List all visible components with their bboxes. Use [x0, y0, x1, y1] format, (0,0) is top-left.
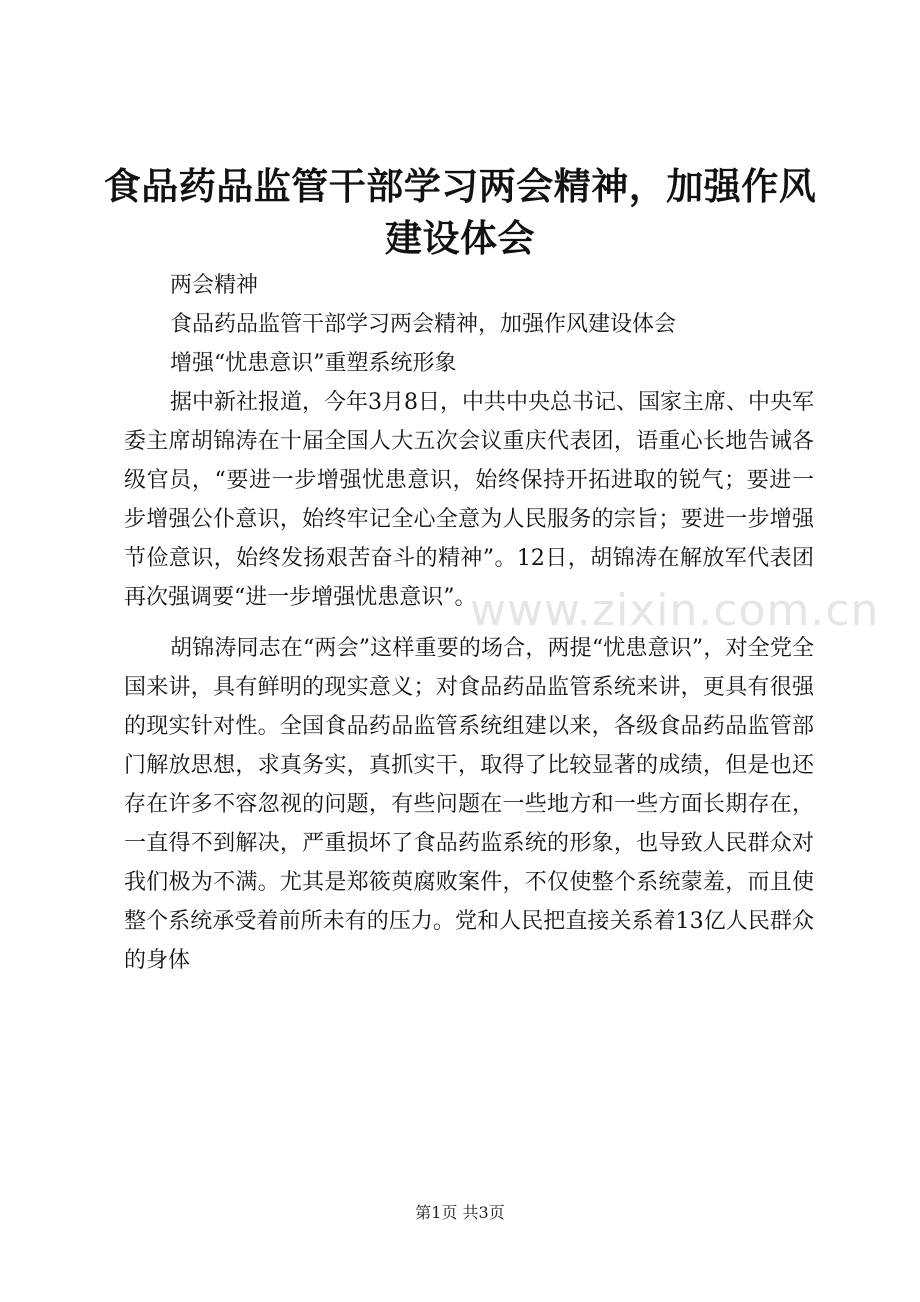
subheading-line: 食品药品监管干部学习两会精神，加强作风建设体会 [170, 312, 677, 337]
body-paragraph: 据中新社报道，今年3月8日，中共中央总书记、国家主席、中央军委主席胡锦涛在十届全国人大五次会议重庆代表团，语重心长地告诫各级官员，“要进一步增强忧患意识，始终保持开拓进取的锐气；要进一步增强公仆意识，始终牢记全心全意为人民服务的宗旨；要进一步增强节俭意识，始终发扬艰苦奋斗的精神”。12日，胡锦涛在解放军代表团再次强调要“进一步增强忧患意识”。 [124, 390, 814, 610]
subheading-line: 增强“忧患意识”重塑系统形象 [170, 351, 457, 376]
watermark-text: www.zixin.com.cn [470, 585, 880, 636]
page-footer: 第1页 共3页 [415, 1203, 505, 1222]
subheading-line: 两会精神 [170, 273, 259, 298]
body-paragraph: 胡锦涛同志在“两会”这样重要的场合，两提“忧患意识”，对全党全国来讲，具有鲜明的现实意义；对食品药品监管系统来讲，更具有很强的现实针对性。全国食品药品监管系统组建以来，各级食品药品监管部门解放思想，求真务实，真抓实干，取得了比较显著的成绩，但是也还存在许多不容忽视的问题，有些问题在一些地方和一些方面长期存在，一直得不到解决，严重损坏了食品药监系统的形象，也导致人民群众对我们极为不满。尤其是郑筱萸腐败案件，不仅使整个系统蒙羞，而且使整个系统承受着前所未有的压力。党和人民把直接关系着13亿人民群众的身体 [124, 636, 814, 973]
document-title: 食品药品监管干部学习两会精神，加强作风建设体会 [103, 164, 817, 260]
document-body [124, 266, 814, 980]
